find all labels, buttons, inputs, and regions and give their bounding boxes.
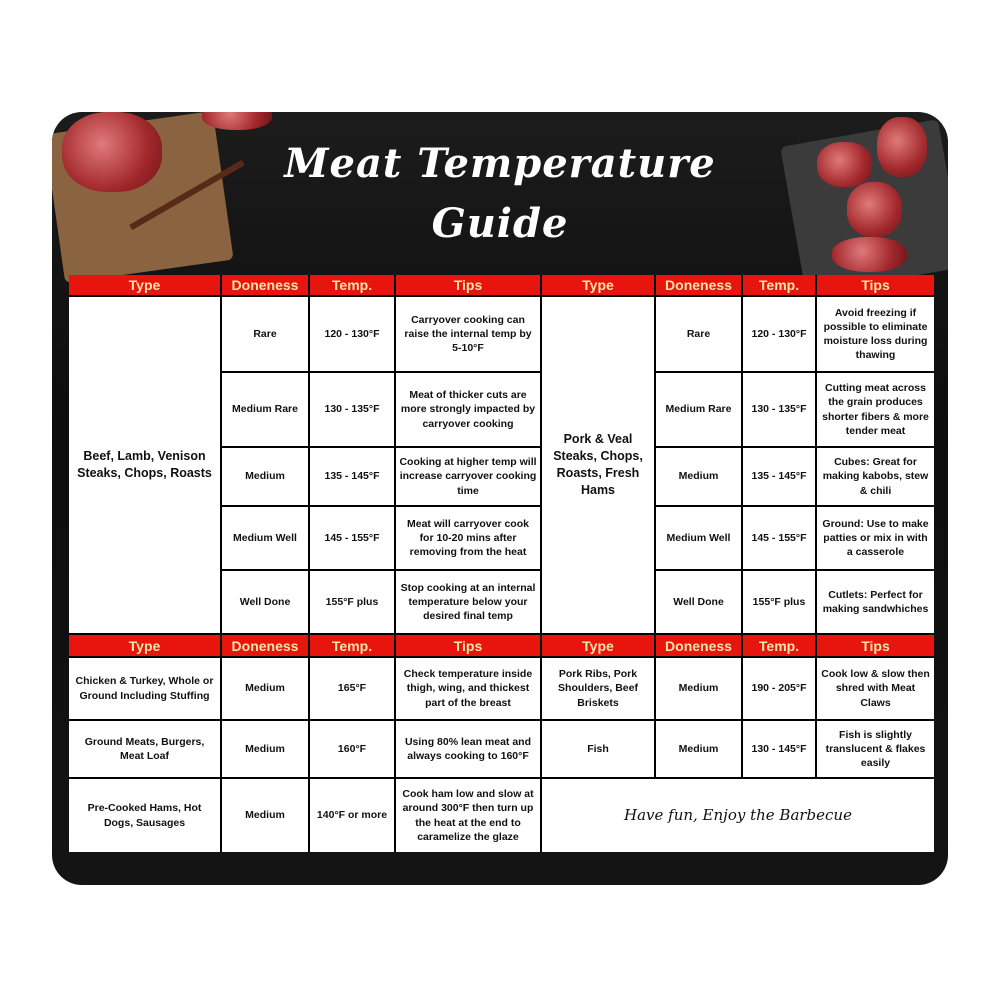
tip-cell: Cooking at higher temp will increase carryover cooking time (396, 448, 540, 505)
tip-cell: Cutlets: Perfect for making sandwhiches (817, 571, 934, 633)
temp-cell: 135 - 145°F (310, 448, 394, 505)
doneness-cell: Rare (656, 297, 741, 371)
title-line-1: Meat Temperature (284, 140, 716, 187)
type-cell: Chicken & Turkey, Whole or Ground Including Stuffing (69, 658, 220, 719)
motto: Have fun, Enjoy the Barbecue (542, 779, 934, 852)
type-cell: Beef, Lamb, Venison Steaks, Chops, Roasts (69, 297, 220, 633)
doneness-cell: Well Done (222, 571, 308, 633)
tip-cell: Ground: Use to make patties or mix in with a casserole (817, 507, 934, 569)
temp-cell: 130 - 145°F (743, 721, 815, 777)
doneness-cell: Medium Rare (222, 373, 308, 446)
doneness-cell: Medium Rare (656, 373, 741, 446)
doneness-cell: Medium (222, 658, 308, 719)
temp-cell: 190 - 205°F (743, 658, 815, 719)
header-tips: Tips (817, 275, 934, 295)
tip-cell: Avoid freezing if possible to eliminate moisture loss during thawing (817, 297, 934, 371)
doneness-cell: Medium Well (656, 507, 741, 569)
temp-cell: 160°F (310, 721, 394, 777)
header-doneness: Doneness (656, 635, 741, 656)
temp-cell: 120 - 130°F (743, 297, 815, 371)
tip-cell: Using 80% lean meat and always cooking to 160°F (396, 721, 540, 777)
tip-cell: Meat will carryover cook for 10-20 mins after removing from the heat (396, 507, 540, 569)
temp-cell: 155°F plus (743, 571, 815, 633)
doneness-cell: Medium (222, 779, 308, 852)
header-type: Type (69, 275, 220, 295)
temp-cell: 165°F (310, 658, 394, 719)
temp-cell: 145 - 155°F (310, 507, 394, 569)
header-tips: Tips (817, 635, 934, 656)
title-line-2: Guide (431, 200, 569, 247)
doneness-cell: Rare (222, 297, 308, 371)
tip-cell: Cutting meat across the grain produces shorter fibers & more tender meat (817, 373, 934, 446)
header-tips: Tips (396, 275, 540, 295)
tip-cell: Check temperature inside thigh, wing, and thickest part of the breast (396, 658, 540, 719)
doneness-cell: Medium (656, 448, 741, 505)
header-doneness: Doneness (656, 275, 741, 295)
temp-cell: 120 - 130°F (310, 297, 394, 371)
header-temp: Temp. (310, 635, 394, 656)
header-tips: Tips (396, 635, 540, 656)
tip-cell: Cubes: Great for making kabobs, stew & chili (817, 448, 934, 505)
header-temp: Temp. (310, 275, 394, 295)
tip-cell: Fish is slightly translucent & flakes easily (817, 721, 934, 777)
type-cell: Pre-Cooked Hams, Hot Dogs, Sausages (69, 779, 220, 852)
tip-cell: Cook low & slow then shred with Meat Claws (817, 658, 934, 719)
doneness-cell: Medium Well (222, 507, 308, 569)
header-doneness: Doneness (222, 635, 308, 656)
header-type: Type (69, 635, 220, 656)
type-cell: Pork & Veal Steaks, Chops, Roasts, Fresh Hams (542, 297, 654, 633)
header-temp: Temp. (743, 635, 815, 656)
doneness-cell: Medium (222, 721, 308, 777)
temp-cell: 140°F or more (310, 779, 394, 852)
header-doneness: Doneness (222, 275, 308, 295)
temp-cell: 135 - 145°F (743, 448, 815, 505)
doneness-cell: Well Done (656, 571, 741, 633)
temp-cell: 155°F plus (310, 571, 394, 633)
type-cell: Fish (542, 721, 654, 777)
doneness-cell: Medium (656, 721, 741, 777)
temperature-table (69, 275, 930, 852)
tip-cell: Meat of thicker cuts are more strongly impacted by carryover cooking (396, 373, 540, 446)
doneness-cell: Medium (222, 448, 308, 505)
tip-cell: Carryover cooking can raise the internal temp by 5-10°F (396, 297, 540, 371)
tip-cell: Cook ham low and slow at around 300°F then turn up the heat at the end to caramelize the glaze (396, 779, 540, 852)
header-type: Type (542, 635, 654, 656)
header-type: Type (542, 275, 654, 295)
temp-cell: 130 - 135°F (310, 373, 394, 446)
type-cell: Ground Meats, Burgers, Meat Loaf (69, 721, 220, 777)
type-cell: Pork Ribs, Pork Shoulders, Beef Briskets (542, 658, 654, 719)
temp-cell: 130 - 135°F (743, 373, 815, 446)
header-temp: Temp. (743, 275, 815, 295)
doneness-cell: Medium (656, 658, 741, 719)
tip-cell: Stop cooking at an internal temperature below your desired final temp (396, 571, 540, 633)
temp-cell: 145 - 155°F (743, 507, 815, 569)
